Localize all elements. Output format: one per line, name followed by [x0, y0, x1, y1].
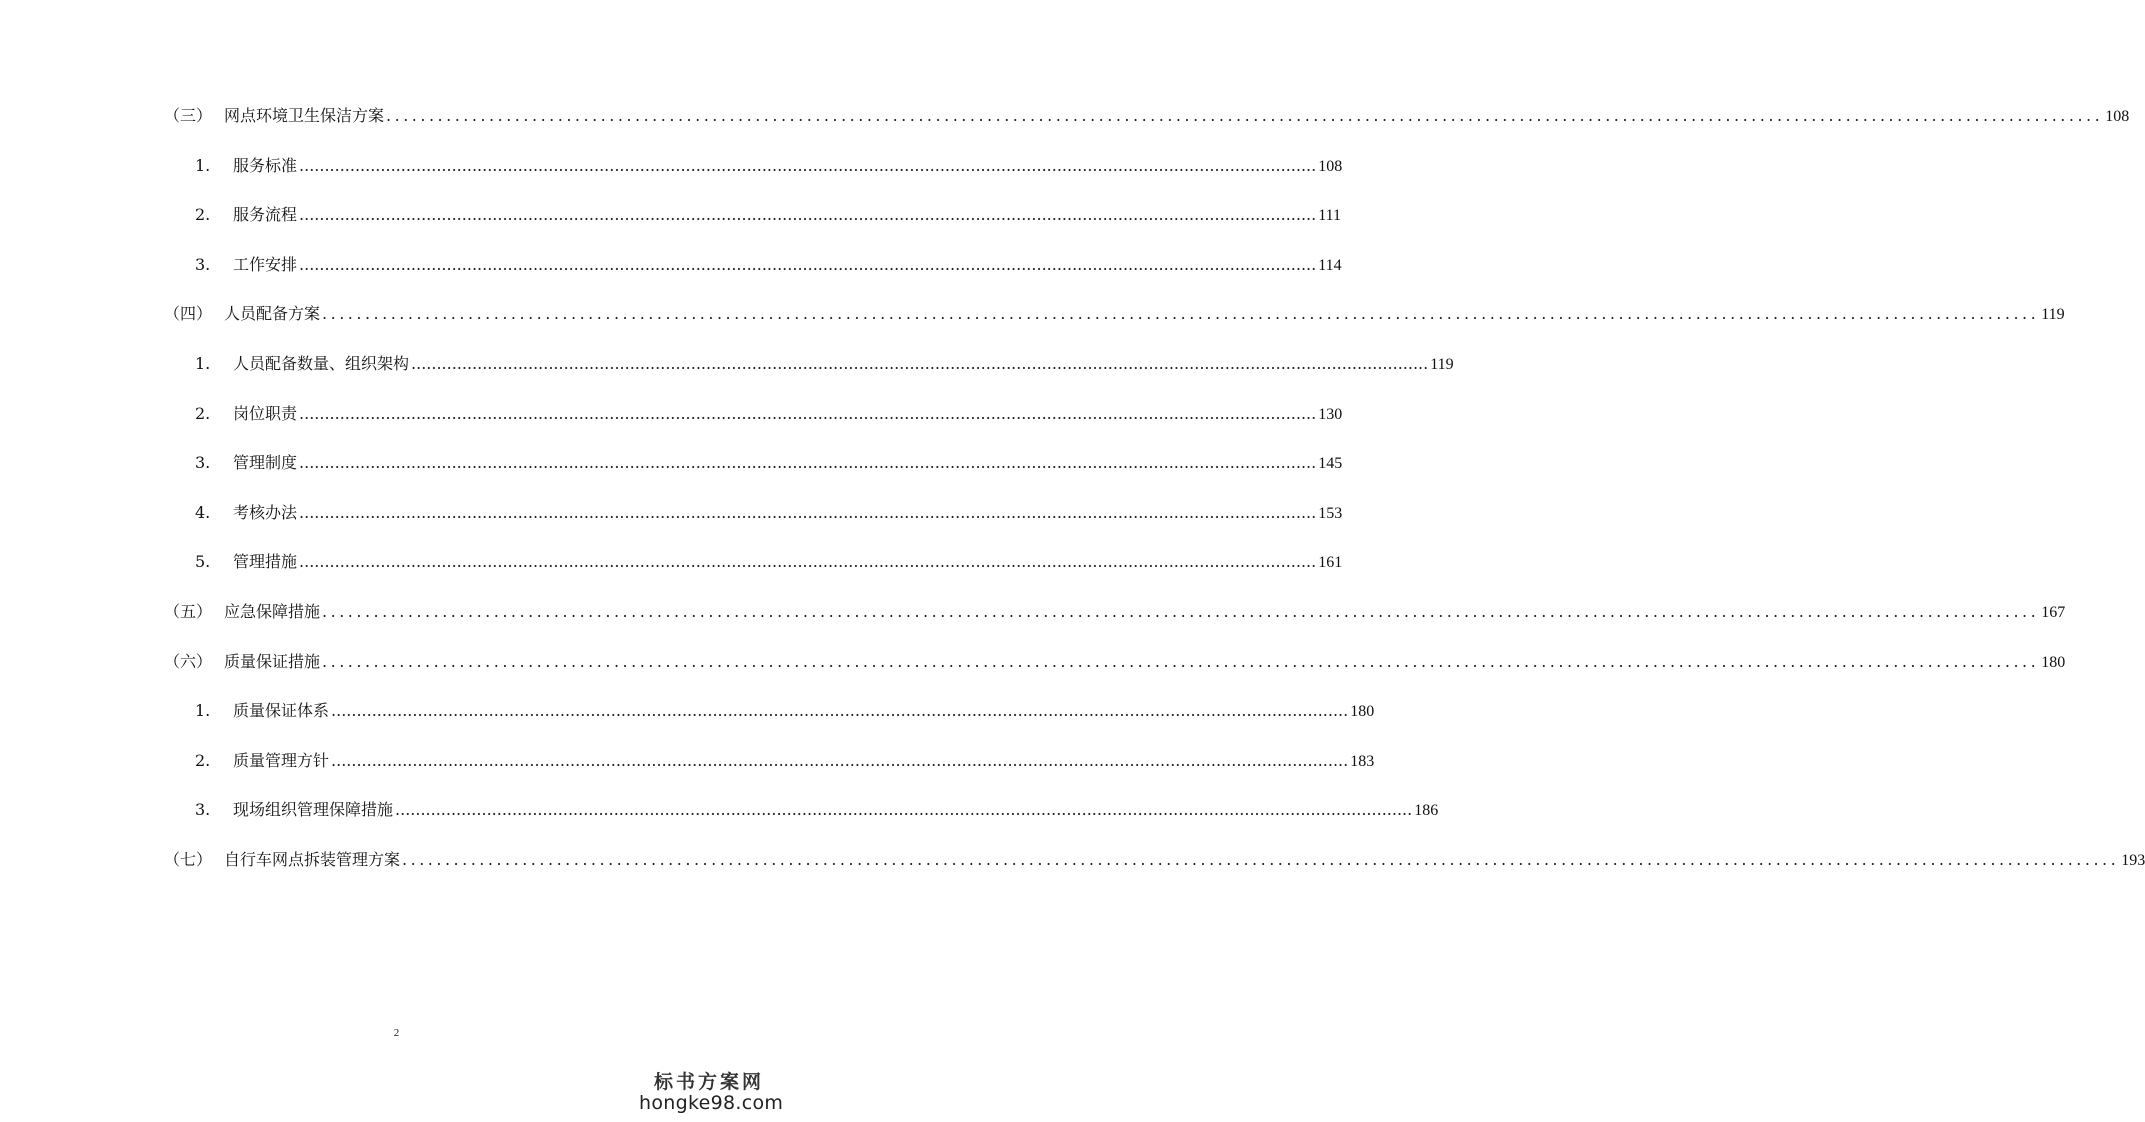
- watermark-logo: [639, 1071, 784, 1115]
- toc-entry-number: 4.: [195, 503, 211, 522]
- toc-section-entry: [164, 848, 2145, 872]
- toc-entry-page: 167: [2041, 604, 2066, 621]
- toc-dot-leader: ........................................................................................................................................................................................................: [386, 106, 2104, 125]
- toc-entry-page: 161: [1318, 554, 1343, 571]
- toc-entry-number: （四）: [164, 304, 213, 323]
- toc-entry-title: 自行车网点拆装管理方案: [224, 850, 401, 869]
- toc-entry-number: 2.: [195, 404, 211, 423]
- toc-entry-title: 质量保证措施: [224, 652, 321, 671]
- toc-dot-leader: ........................................................................................................................................................................................................: [299, 255, 1317, 274]
- toc-subsection-entry: [195, 203, 1342, 227]
- toc-entry-number: 5.: [195, 552, 211, 571]
- watermark-cn: 标书方案网: [653, 1071, 764, 1094]
- toc-entry-page: 119: [1430, 356, 1454, 373]
- toc-entry-title: 质量管理方针: [233, 751, 330, 770]
- toc-entry-title: 考核办法: [233, 503, 298, 522]
- toc-entry-page: 111: [1318, 207, 1342, 224]
- toc-entry-title: 人员配备方案: [224, 304, 321, 323]
- toc-entry-title: 管理措施: [233, 552, 298, 571]
- toc-subsection-entry: [195, 749, 1375, 773]
- toc-dot-leader: ........................................................................................................................................................................................................: [299, 552, 1317, 571]
- toc-entry-number: 1.: [195, 701, 211, 720]
- toc-entry-page: 130: [1318, 406, 1343, 423]
- toc-entry-page: 193: [2121, 852, 2145, 869]
- toc-entry-title: 管理制度: [233, 453, 298, 472]
- toc-section-entry: [164, 600, 2066, 624]
- toc-dot-leader: ........................................................................................................................................................................................................: [299, 453, 1317, 472]
- toc-entry-title: 质量保证体系: [233, 701, 330, 720]
- toc-subsection-entry: [195, 352, 1454, 376]
- toc-subsection-entry: [195, 253, 1342, 277]
- toc-subsection-entry: [195, 550, 1343, 574]
- toc-subsection-entry: [195, 451, 1343, 475]
- toc-entry-page: 183: [1350, 753, 1375, 770]
- toc-entry-title: 应急保障措施: [224, 602, 321, 621]
- toc-entry-number: （七）: [164, 850, 213, 869]
- toc-entry-title: 工作安排: [233, 255, 298, 274]
- toc-entry-number: 2.: [195, 751, 211, 770]
- toc-entry-page: 119: [2041, 306, 2065, 323]
- toc-section-entry: [164, 104, 2130, 128]
- toc-subsection-entry: [195, 154, 1343, 178]
- toc-entry-page: 114: [1318, 257, 1342, 274]
- toc-entry-page: 180: [1350, 703, 1375, 720]
- page-number: 2: [393, 1027, 400, 1039]
- toc-dot-leader: ........................................................................................................................................................................................................: [299, 404, 1317, 423]
- toc-dot-leader: ........................................................................................................................................................................................................: [402, 850, 2120, 869]
- toc-entry-number: 3.: [195, 255, 211, 274]
- toc-entry-number: 3.: [195, 453, 211, 472]
- toc-entry-number: 2.: [195, 205, 211, 224]
- toc-entry-title: 岗位职责: [233, 404, 298, 423]
- toc-entry-page: 108: [1318, 158, 1343, 175]
- toc-entry-title: 人员配备数量、组织架构: [233, 354, 410, 373]
- toc-dot-leader: ........................................................................................................................................................................................................: [299, 205, 1317, 224]
- toc-entry-number: 1.: [195, 156, 211, 175]
- toc-entry-title: 现场组织管理保障措施: [233, 800, 394, 819]
- toc-entry-number: 1.: [195, 354, 211, 373]
- toc-dot-leader: ........................................................................................................................................................................................................: [395, 800, 1413, 819]
- toc-subsection-entry: [195, 501, 1343, 525]
- toc-entry-title: 网点环境卫生保洁方案: [224, 106, 385, 125]
- toc-dot-leader: ........................................................................................................................................................................................................: [299, 156, 1317, 175]
- toc-dot-leader: ........................................................................................................................................................................................................: [331, 751, 1349, 770]
- toc-entry-number: （三）: [164, 106, 213, 125]
- toc-dot-leader: ........................................................................................................................................................................................................: [322, 304, 2040, 323]
- toc-section-entry: [164, 302, 2065, 326]
- toc-entry-page: 153: [1318, 505, 1343, 522]
- toc-dot-leader: ........................................................................................................................................................................................................: [322, 652, 2040, 671]
- toc-subsection-entry: [195, 402, 1343, 426]
- toc-subsection-entry: [195, 699, 1375, 723]
- toc-dot-leader: ........................................................................................................................................................................................................: [411, 354, 1429, 373]
- toc-dot-leader: ........................................................................................................................................................................................................: [331, 701, 1349, 720]
- toc-entry-page: 186: [1414, 802, 1439, 819]
- toc-entry-page: 145: [1318, 455, 1343, 472]
- toc-entry-title: 服务流程: [233, 205, 298, 224]
- toc-entry-page: 108: [2105, 108, 2130, 125]
- toc-dot-leader: ........................................................................................................................................................................................................: [322, 602, 2040, 621]
- watermark-en: hongke98.com: [639, 1092, 784, 1115]
- toc-subsection-entry: [195, 798, 1439, 822]
- toc-entry-number: （六）: [164, 652, 213, 671]
- toc-dot-leader: ........................................................................................................................................................................................................: [299, 503, 1317, 522]
- toc-entry-title: 服务标准: [233, 156, 298, 175]
- toc-entry-number: （五）: [164, 602, 213, 621]
- toc-entry-number: 3.: [195, 800, 211, 819]
- toc-entry-page: 180: [2041, 654, 2066, 671]
- toc-section-entry: [164, 650, 2066, 674]
